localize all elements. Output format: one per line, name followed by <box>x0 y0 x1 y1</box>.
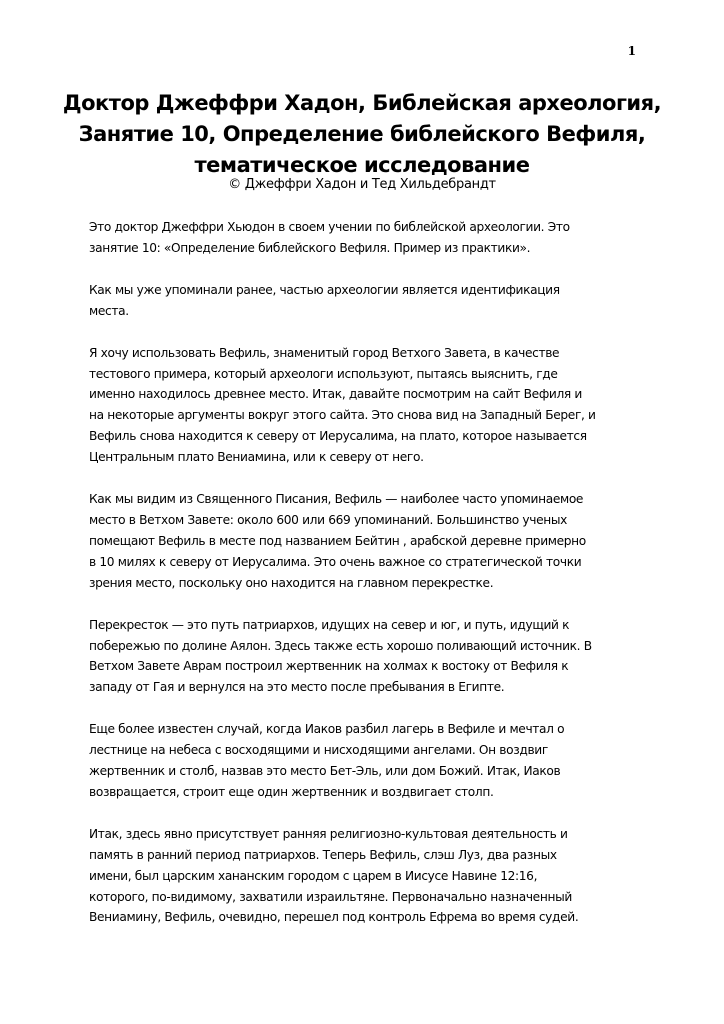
text-line: занятие 10: «Определение библейского Вефиля. Пример из практики». <box>89 240 531 255</box>
text-line: жертвенник и столб, назвав это место Бет-Эль, или дом Божий. Итак, Иаков <box>89 764 561 779</box>
text-line: возвращается, строит еще один жертвенник и воздвигает столп. <box>89 784 494 799</box>
text-line: Вениамину, Вефиль, очевидно, перешел под контроль Ефрема во время судей. <box>89 910 579 925</box>
text-line: на некоторые аргументы вокруг этого сайта. Это снова вид на Западный Берег, и <box>89 408 596 423</box>
text-line: Центральным плато Вениамина, или к северу от него. <box>89 450 424 465</box>
text-line: Вефиль снова находится к северу от Иерусалима, на плато, которое называется <box>89 429 587 444</box>
text-line: место в Ветхом Завете: около 600 или 669 упоминаний. Большинство ученых <box>89 512 568 527</box>
text-line: именно находилось древнее место. Итак, давайте посмотрим на сайт Вефиля и <box>89 387 582 402</box>
text-line: западу от Гая и вернулся на это место после пребывания в Египте. <box>89 680 505 695</box>
title-line: Занятие 10, Определение библейского Вефиля, <box>78 122 646 146</box>
paragraph-identification <box>89 280 649 322</box>
text-line: Перекресток — это путь патриархов, идущих на север и юг, и путь, идущий к <box>89 617 570 632</box>
title-line: тематическое исследование <box>194 153 530 177</box>
text-line: зрения место, поскольку оно находится на главном перекрестке. <box>89 575 494 590</box>
text-line: Еще более известен случай, когда Иаков разбил лагерь в Вефиле и мечтал о <box>89 722 565 737</box>
text-line: Итак, здесь явно присутствует ранняя религиозно-культовая деятельность и <box>89 826 568 841</box>
text-line: Ветхом Завете Аврам построил жертвенник на холмах к востоку от Вефиля к <box>89 659 569 674</box>
text-line: Как мы уже упоминали ранее, частью археологии является идентификация <box>89 282 560 297</box>
text-line: имени, был царским хананским городом с царем в Иисусе Навине 12:16, <box>89 868 538 883</box>
text-line: места. <box>89 303 129 318</box>
text-line: лестнице на небеса с восходящими и нисходящими ангелами. Он воздвиг <box>89 743 548 758</box>
paragraph-luz <box>89 824 649 929</box>
page-number: 1 <box>627 44 636 58</box>
title-line: Доктор Джеффри Хадон, Библейская археология, <box>62 91 662 115</box>
paragraph-scripture <box>89 489 649 594</box>
paragraph-jacob <box>89 719 649 803</box>
copyright-line: © Джеффри Хадон и Тед Хильдебрандт <box>228 177 496 192</box>
text-line: Это доктор Джеффри Хьюдон в своем учении по библейской археологии. Это <box>89 220 570 234</box>
text-line: память в ранний период патриархов. Теперь Вефиль, слэш Луз, два разных <box>89 847 557 862</box>
text-line: которого, по-видимому, захватили израильтяне. Первоначально назначенный <box>89 889 572 904</box>
text-line: Как мы видим из Священного Писания, Вефиль — наиболее часто упоминаемое <box>89 492 584 507</box>
text-line: Я хочу использовать Вефиль, знаменитый город Ветхого Завета, в качестве <box>89 345 560 360</box>
text-line: тестового примера, который археологи используют, пытаясь выяснить, где <box>89 366 558 381</box>
text-line: в 10 милях к северу от Иерусалима. Это очень важное со стратегической точки <box>89 554 582 569</box>
text-line: помещают Вефиль в месте под названием Бейтин , арабской деревне примерно <box>89 533 586 548</box>
paragraph-crossroads <box>89 615 649 699</box>
document-body <box>89 217 649 949</box>
document-title <box>60 88 664 181</box>
paragraph-test-case <box>89 343 649 468</box>
text-line: побережью по долине Аялон. Здесь также есть хорошо поливающий источник. В <box>89 638 592 653</box>
paragraph-intro <box>89 217 649 259</box>
